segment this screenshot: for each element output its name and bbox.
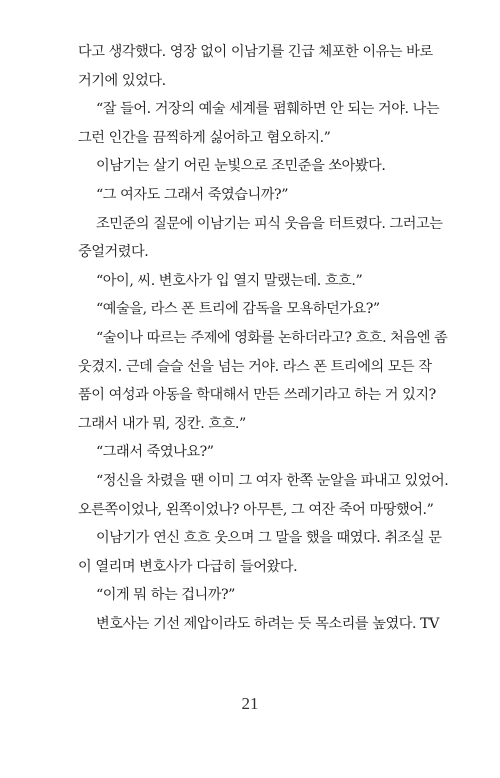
body-text [78, 38, 449, 638]
text-line: “아이, 씨. 변호사가 입 열지 말랬는데. 흐흐.” [96, 272, 363, 289]
text-line: 거기에 있었다. [78, 72, 166, 89]
text-line: “이게 뭐 하는 겁니까?” [96, 587, 235, 604]
text-line: 그래서 내가 뭐, 징칸. 흐흐.” [78, 415, 246, 432]
text-line: “그래서 죽였나요?” [96, 444, 214, 461]
text-line: 오른쪽이었나, 왼쪽이었나? 아무튼, 그 여잔 죽어 마땅했어.” [78, 501, 434, 518]
page-number: 21 [241, 694, 259, 713]
text-line: “술이나 따르는 주제에 영화를 논하더라고? 흐흐. 처음엔 좀 [96, 329, 448, 346]
text-line: 중얼거렸다. [78, 244, 149, 261]
text-line: 웃겼지. 근데 슬슬 선을 넘는 거야. 라스 폰 트리에의 모든 작 [78, 358, 432, 375]
text-line: 이남기는 살기 어린 눈빛으로 조민준을 쏘아봤다. [96, 158, 386, 175]
text-line: 이남기가 연신 흐흐 웃으며 그 말을 했을 때였다. 취조실 문 [96, 530, 442, 547]
text-line: 변호사는 기선 제압이라도 하려는 듯 목소리를 높였다. TV [96, 615, 439, 632]
text-line: 조민준의 질문에 이남기는 피식 웃음을 터트렸다. 그러고는 [96, 215, 443, 232]
text-line: 품이 여성과 아동을 학대해서 만든 쓰레기라고 하는 거 있지? [78, 387, 436, 404]
text-line: “그 여자도 그래서 죽였습니까?” [96, 186, 289, 203]
text-line: 그런 인간을 끔찍하게 싫어하고 혐오하지.” [78, 129, 331, 146]
text-line: 다고 생각했다. 영장 없이 이남기를 긴급 체포한 이유는 바로 [78, 44, 433, 60]
text-line: “잘 들어. 거장의 예술 세계를 폄훼하면 안 되는 거야. 나는 [96, 101, 440, 118]
text-line: “예술을, 라스 폰 트리에 감독을 모욕하던가요?” [96, 301, 380, 318]
text-line: 이 열리며 변호사가 다급히 들어왔다. [78, 558, 298, 575]
text-line: “정신을 차렸을 땐 이미 그 여자 한쪽 눈알을 파내고 있었어. [96, 472, 449, 489]
